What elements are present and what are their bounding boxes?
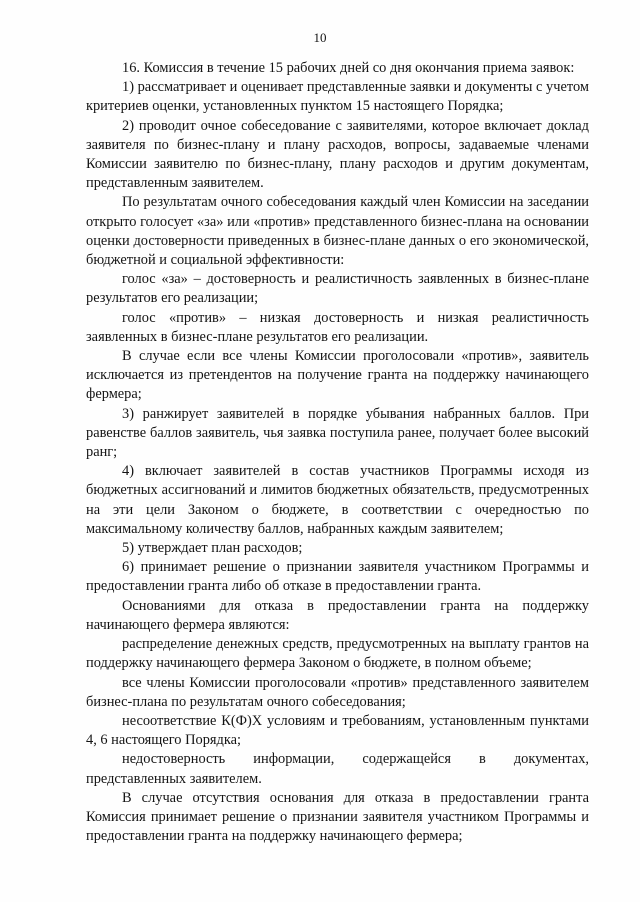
paragraph-vote-for: голос «за» – достоверность и реалистичность заявленных в бизнес-плане результатов его реализации; xyxy=(86,271,589,307)
paragraph-item-2: 2) проводит очное собеседование с заявителями, которое включает доклад заявителя по бизнес-плану и плану расходов, вопросы, задаваемые членами Комиссии заявителю по бизнес-плану, плану расходов и другим документам, представленным заявителем. xyxy=(86,117,589,192)
paragraph-item-3: 3) ранжирует заявителей в порядке убывания набранных баллов. При равенстве баллов заявитель, чья заявка поступила ранее, получает более высокий ранг; xyxy=(86,405,589,461)
paragraph-item-4: 4) включает заявителей в состав участников Программы исходя из бюджетных ассигнований и лимитов бюджетных обязательств, предусмотренных на эти цели Законом о бюджете, в соответствии с очередностью по максимальному количеству баллов, набранных каждым заявителем; xyxy=(86,463,589,537)
paragraph-ground-unreliable: недостоверность информации, содержащейся в документах, представленных заявителем. xyxy=(86,751,589,787)
paragraph-exclusion: В случае если все члены Комиссии проголосовали «против», заявитель исключается из претендентов на получение гранта на поддержку начинающего фермера; xyxy=(86,348,589,403)
paragraph-item-5: 5) утверждает план расходов; xyxy=(122,540,303,557)
paragraph-ground-votes: все члены Комиссии проголосовали «против» представленного заявителем бизнес-плана по результатам очного собеседования; xyxy=(86,674,589,710)
paragraph-item-1: 1) рассматривает и оценивает представленные заявки и документы с учетом критериев оценки, установленных пунктом 15 настоящего Порядка; xyxy=(86,79,589,115)
paragraph-ground-requirements: несоответствие К(Ф)Х условиям и требованиям, установленным пунктами 4, 6 настоящего Порядка; xyxy=(86,712,589,749)
paragraph-vote-against: голос «против» – низкая достоверность и низкая реалистичность заявленных в бизнес-плане результатов его реализации. xyxy=(86,309,589,345)
paragraph-decision: В случае отсутствия основания для отказа в предоставлении гранта Комиссия принимает решение о признании заявителя участником Программы и предоставлении гранта на поддержку начинающего фермера; xyxy=(86,789,589,845)
paragraph-voting: По результатам очного собеседования каждый член Комиссии на заседании открыто голосует «за» или «против» представленного бизнес-плана на основании оценки достоверности приведенных в бизнес-плане данных о его экономической, бюджетной и социальной эффективности: xyxy=(86,194,589,269)
document-body xyxy=(86,59,589,846)
paragraph-refusal-grounds: Основаниями для отказа в предоставлении гранта на поддержку начинающего фермера являются: xyxy=(86,597,589,633)
page-number: 10 xyxy=(313,30,327,45)
paragraph-16-intro: 16. Комиссия в течение 15 рабочих дней со дня окончания приема заявок: xyxy=(122,60,575,76)
paragraph-item-6: 6) принимает решение о признании заявителя участником Программы и предоставлении гранта либо об отказе в предоставлении гранта. xyxy=(86,559,589,595)
paragraph-ground-funds: распределение денежных средств, предусмотренных на выплату грантов на поддержку начинающего фермера Законом о бюджете, в полном объеме; xyxy=(86,636,589,672)
